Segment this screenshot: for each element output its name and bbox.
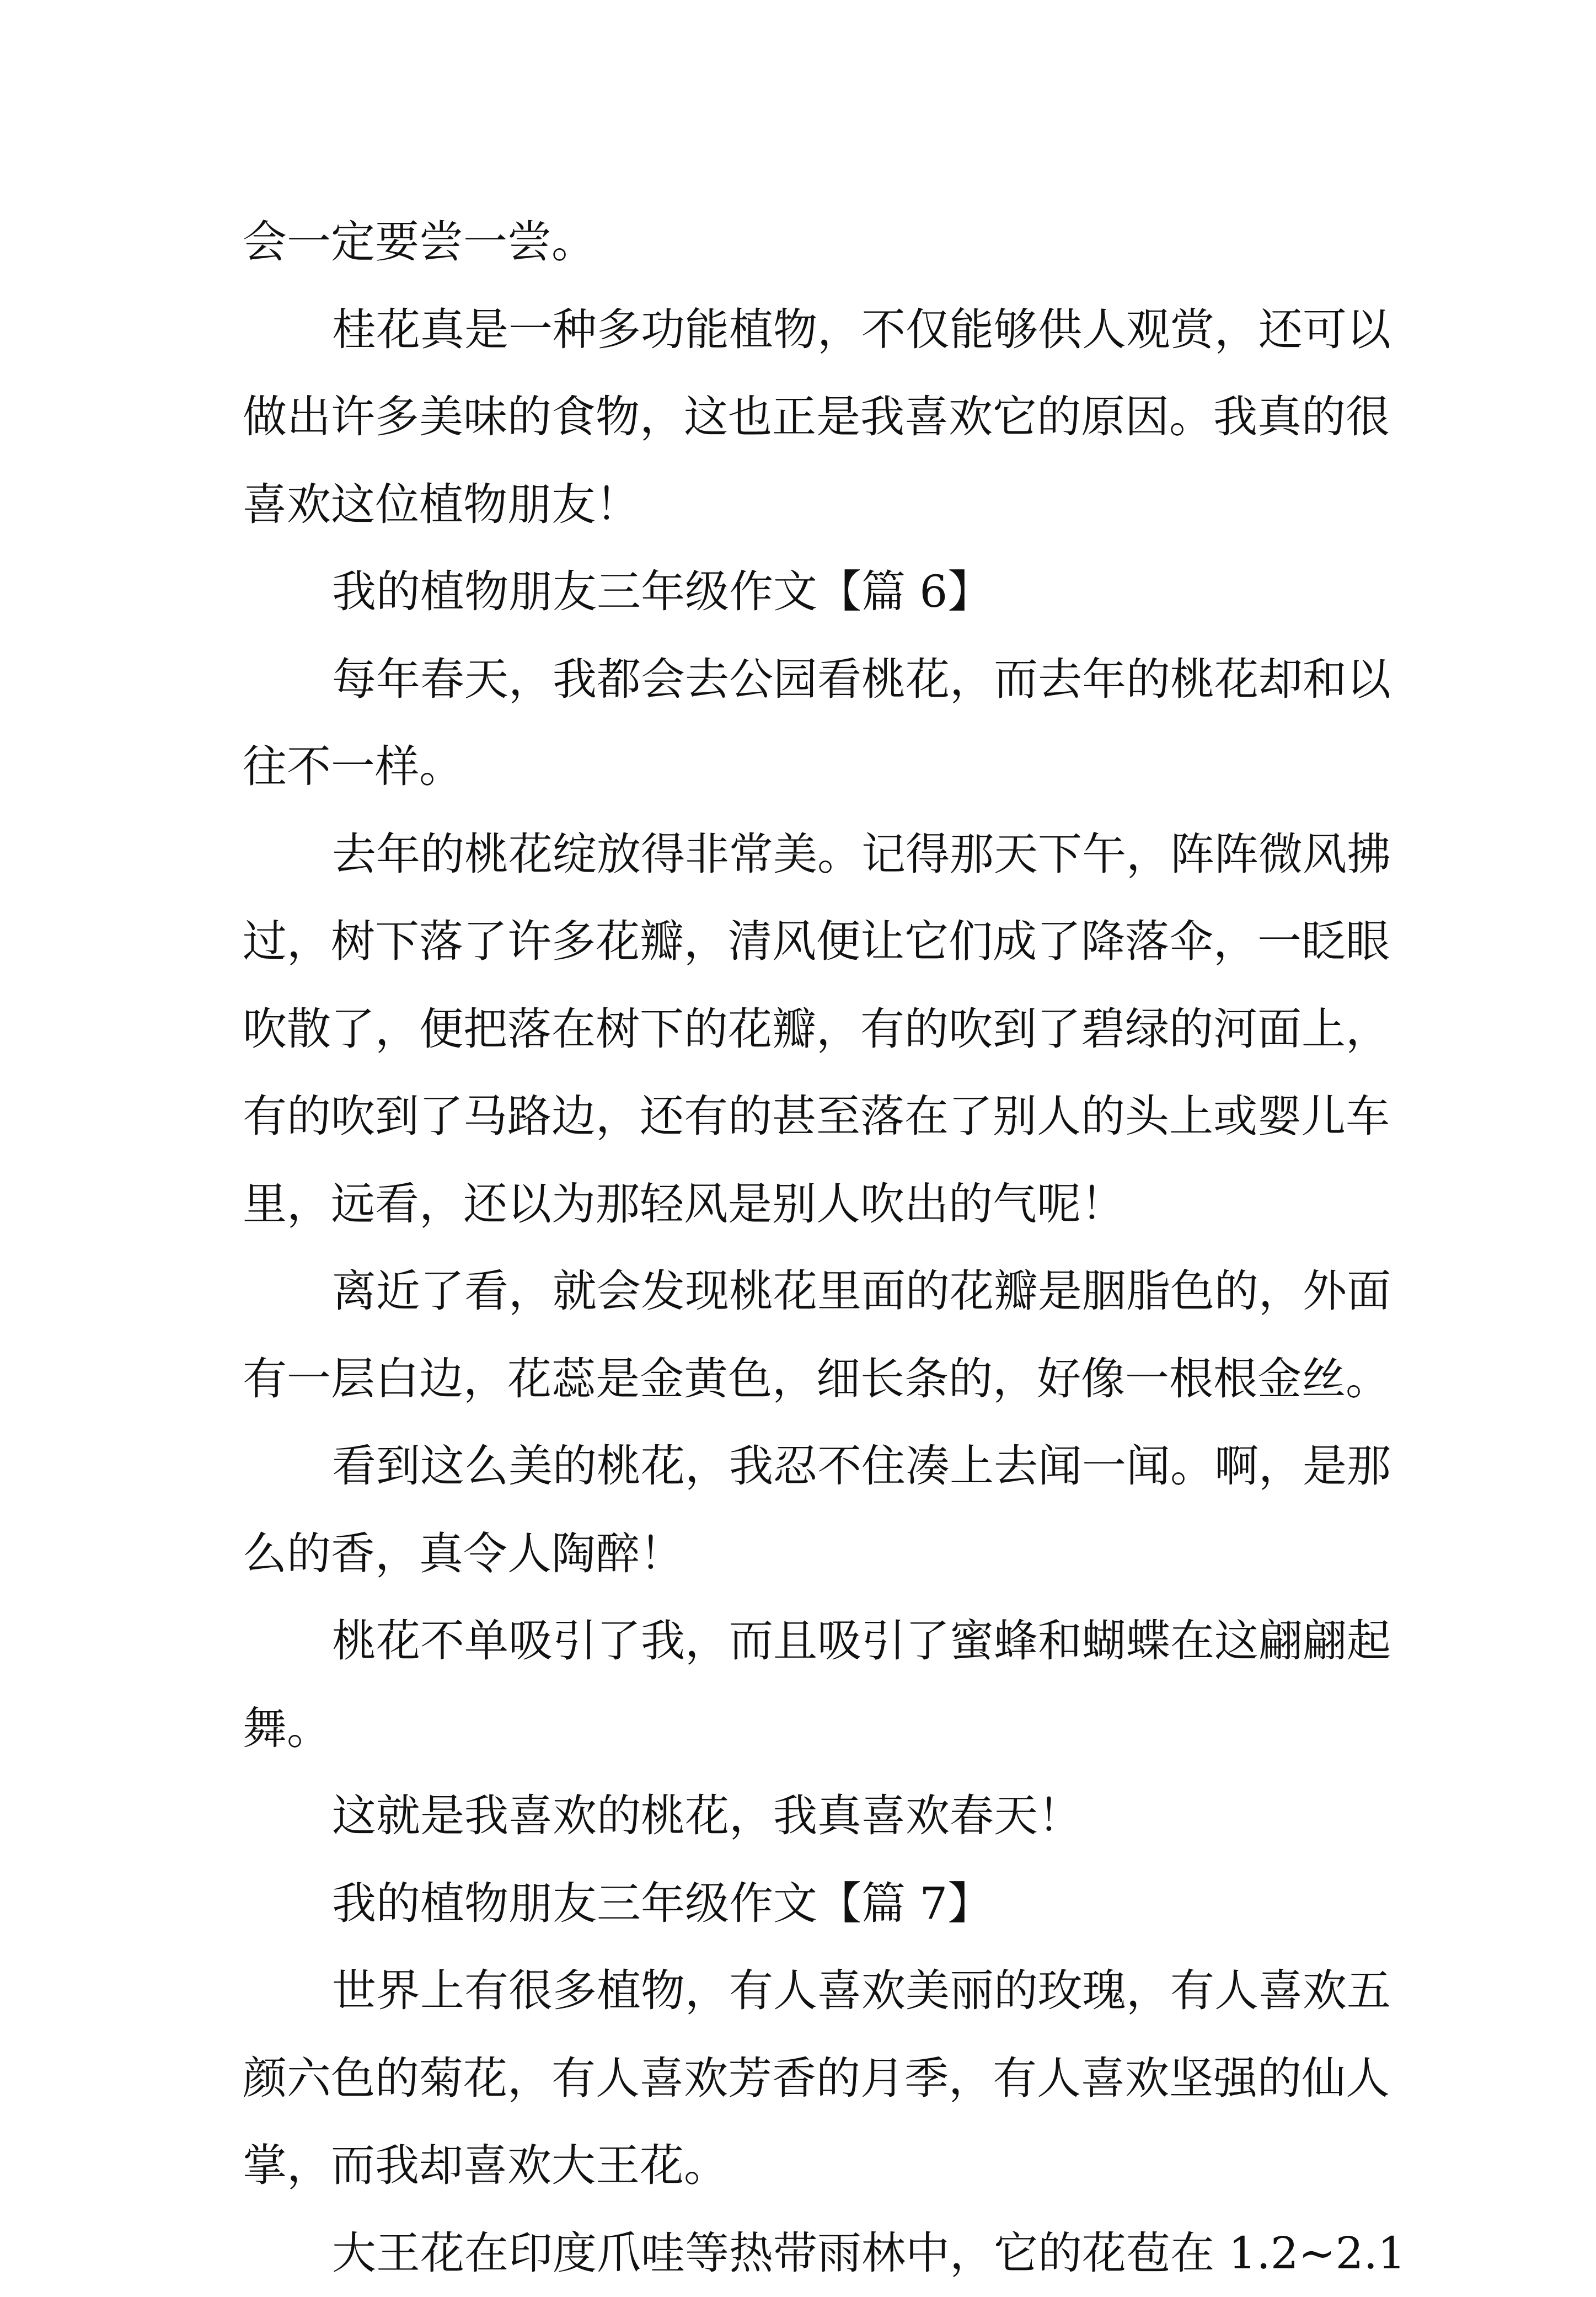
section-heading-6: 我的植物朋友三年级作文【篇 6】 (243, 548, 1362, 636)
text-line-2: 桂花真是一种多功能植物，不仅能够供人观赏，还可以 (243, 286, 1362, 374)
text-line-1: 会一定要尝一尝。 (243, 199, 1362, 286)
text-line-17: 桃花不单吸引了我，而且吸引了蜜蜂和蝴蝶在这翩翩起 (243, 1598, 1362, 1685)
text-line-19: 这就是我喜欢的桃花，我真喜欢春天！ (243, 1772, 1362, 1860)
text-line-9: 过，树下落了许多花瓣，清风便让它们成了降落伞，一眨眼 (243, 898, 1362, 986)
body-text (243, 199, 1362, 2297)
text-line-8: 去年的桃花绽放得非常美。记得那天下午，阵阵微风拂 (243, 811, 1362, 899)
text-line-15: 看到这么美的桃花，我忍不住凑上去闻一闻。啊，是那 (243, 1423, 1362, 1510)
text-line-14: 有一层白边，花蕊是金黄色，细长条的，好像一根根金丝。 (243, 1336, 1362, 1423)
text-line-11: 有的吹到了马路边，还有的甚至落在了别人的头上或婴儿车 (243, 1073, 1362, 1161)
text-line-18: 舞。 (243, 1685, 1362, 1773)
text-line-4: 喜欢这位植物朋友！ (243, 461, 1362, 549)
text-line-16: 么的香，真令人陶醉！ (243, 1510, 1362, 1598)
text-line-3: 做出许多美味的食物，这也正是我喜欢它的原因。我真的很 (243, 373, 1362, 461)
text-line-23: 掌，而我却喜欢大王花。 (243, 2122, 1362, 2210)
text-line-21: 世界上有很多植物，有人喜欢美丽的玫瑰，有人喜欢五 (243, 1947, 1362, 2035)
section-heading-7: 我的植物朋友三年级作文【篇 7】 (243, 1860, 1362, 1948)
text-line-13: 离近了看，就会发现桃花里面的花瓣是胭脂色的，外面 (243, 1248, 1362, 1336)
text-line-7: 往不一样。 (243, 723, 1362, 811)
text-line-10: 吹散了，便把落在树下的花瓣，有的吹到了碧绿的河面上， (243, 986, 1362, 1073)
text-line-24: 大王花在印度爪哇等热带雨林中，它的花苞在 1.2~2.1 (243, 2210, 1362, 2297)
text-line-22: 颜六色的菊花，有人喜欢芳香的月季，有人喜欢坚强的仙人 (243, 2035, 1362, 2123)
text-line-12: 里，远看，还以为那轻风是别人吹出的气呢！ (243, 1161, 1362, 1248)
text-line-6: 每年春天，我都会去公园看桃花，而去年的桃花却和以 (243, 636, 1362, 724)
